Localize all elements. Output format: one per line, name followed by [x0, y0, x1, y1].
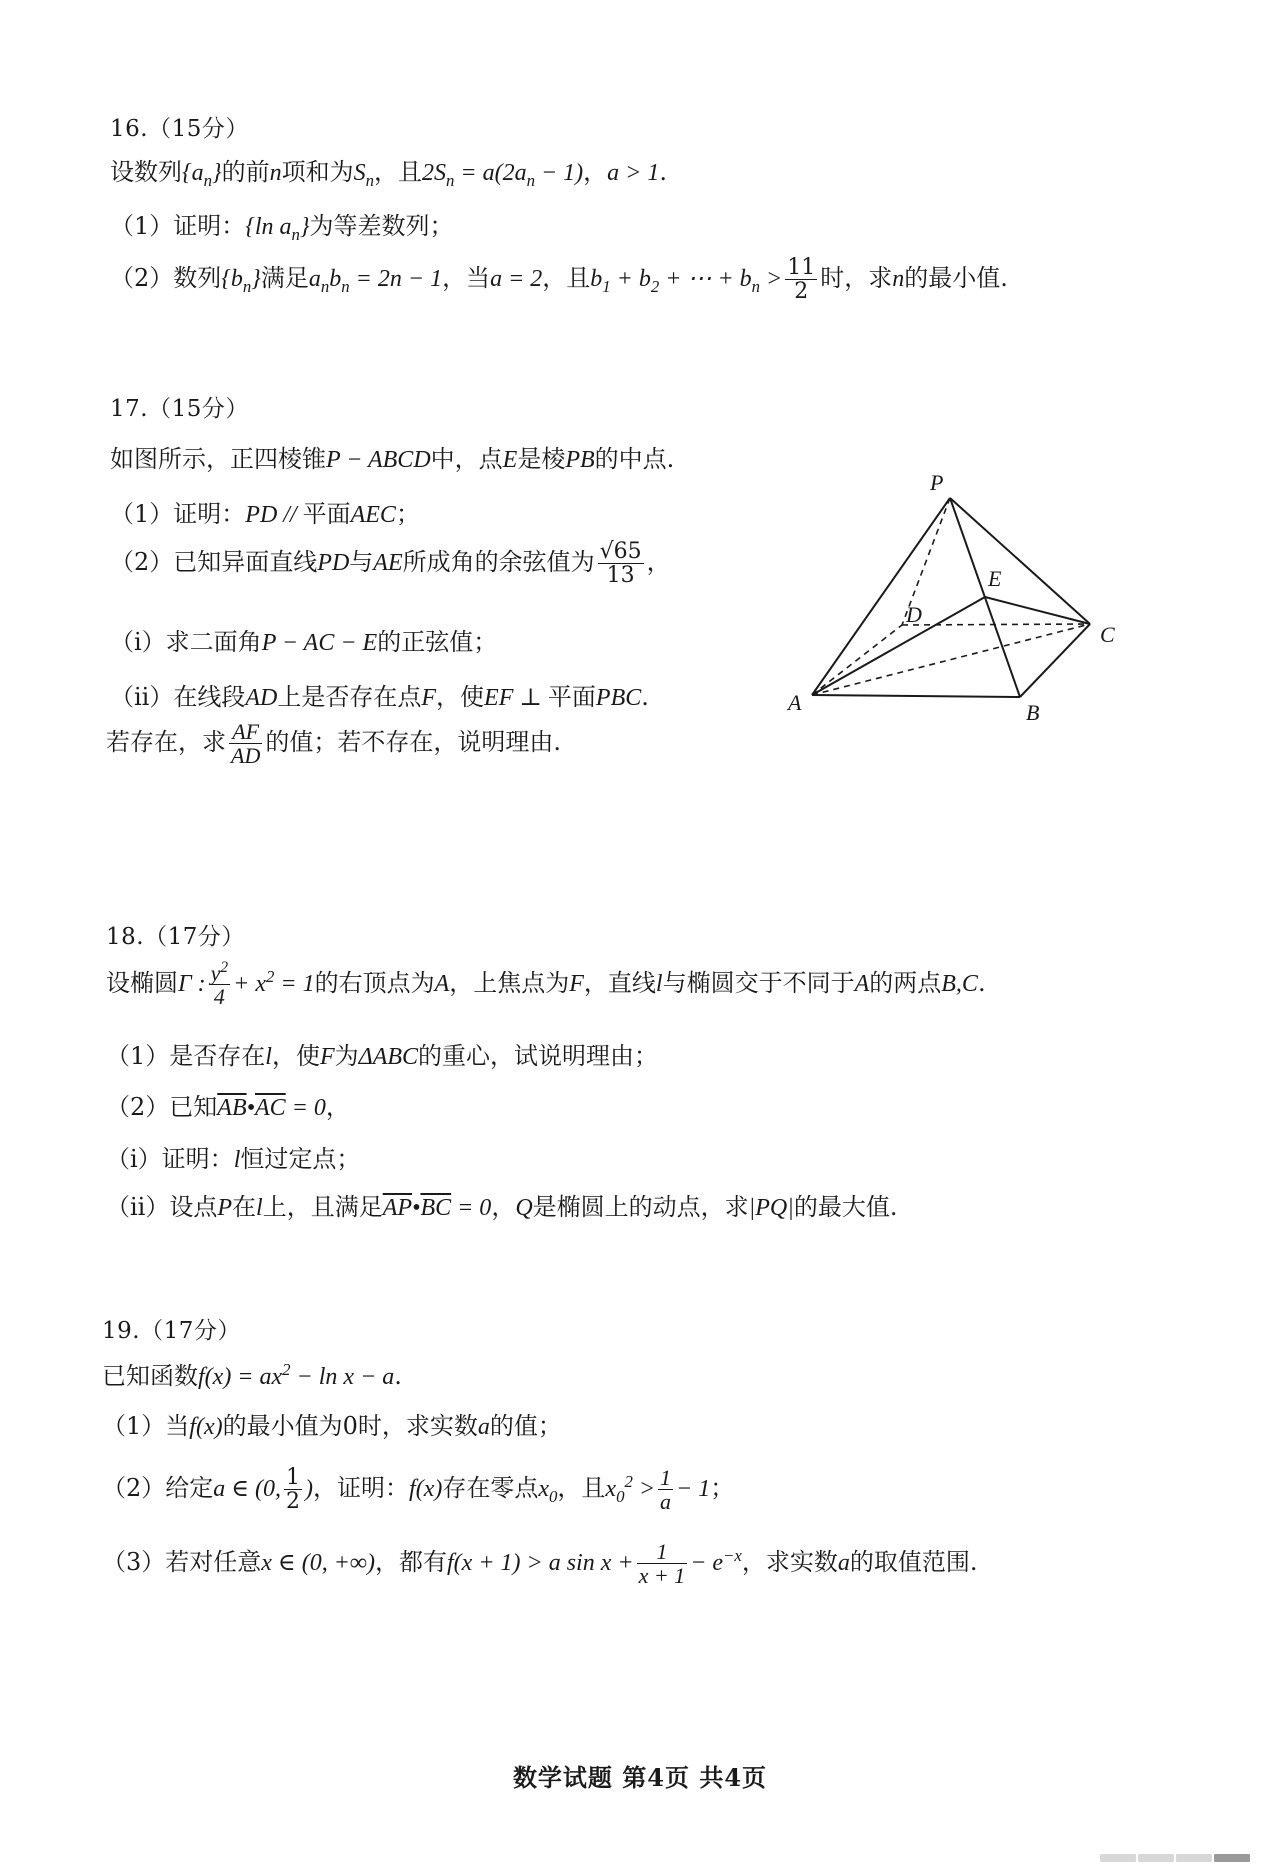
- problem-16-part2: （2）数列$\{b_n\}$满足$a_nb_n = 2n - 1$，当a = 2，且$b_1 + b_2$ + ⋯ + $b_n$ > $\frac{11}{2}$ 时，求n的最小值.: [110, 255, 1008, 305]
- page-scroll-indicator[interactable]: [1100, 1854, 1250, 1862]
- edge-AB: [812, 695, 1020, 697]
- problem-16-header: 16.（15分）: [110, 116, 249, 142]
- edge-BC: [1020, 624, 1090, 697]
- problem-18-header: 18.（17分）: [106, 924, 245, 950]
- pyramid-figure: [780, 470, 1140, 730]
- label-C: C: [1100, 622, 1115, 647]
- problem-18-part2: （2）已知$\overline{AB}•\overline{AC} = 0$，: [106, 1093, 350, 1121]
- problem-19-part3: （3）若对任意x ∈ (0, +∞)，都有f(x + 1) > a sin x + $\frac{1}{x + 1}$ − $e^{-x}$，求实数a的取值范围.: [102, 1539, 978, 1589]
- label-D: D: [906, 602, 922, 627]
- problem-16-part1: （1）证明：{ln $a_n$}为等差数列；: [110, 212, 454, 244]
- edge-AD: [812, 625, 902, 695]
- problem-17-part2ii: （ii）在线段AD上是否存在点F，使EF ⊥ 平面PBC.: [110, 683, 649, 711]
- problem-17-intro: 如图所示，正四棱锥P − ABCD中，点E是棱PB的中点.: [110, 445, 675, 473]
- problem-18-part2i: （i）证明：l恒过定点；: [106, 1145, 361, 1173]
- page-footer: 数学试题 第4页 共4页: [512, 1763, 768, 1792]
- problem-16-intro: 设数列$\{a_n\}$的前n项和为$S_n$，且$2S_n = a(2a_n - 1)$，a > 1.: [110, 158, 667, 190]
- problem-17-header: 17.（15分）: [110, 396, 249, 422]
- problem-18-part2ii: （ii）设点P在l上，且满足$\overline{AP}•\overline{BC} = 0$，Q是椭圆上的动点，求|PQ|的最大值.: [106, 1193, 898, 1221]
- label-P: P: [930, 470, 944, 495]
- problem-19-part2: （2）给定a ∈ (0, $\frac{1}{2}$ )，证明：f(x)存在零点$x_0$，且$x_0^2$ > $\frac{1}{a}$ − 1；: [102, 1465, 735, 1515]
- problem-17-part1: （1）证明：PD // 平面AEC；: [110, 500, 420, 528]
- edge-PA: [812, 498, 950, 695]
- segment-AE: [812, 597, 985, 695]
- label-B: B: [1026, 700, 1040, 725]
- edge-DC: [902, 624, 1090, 625]
- problem-18-intro: 设椭圆Γ : $\frac{y^2}{4}$ + $x^2 = 1$的右顶点为A，上焦点为F，直线l与椭圆交于不同于A的两点B,C.: [106, 959, 986, 1010]
- label-A: A: [788, 690, 802, 715]
- problem-17-part2: （2）已知异面直线PD与AE所成角的余弦值为 $\frac{√65}{13}$ ，: [110, 539, 671, 589]
- problem-19-intro: 已知函数$f(x) = ax^2 - \ln x - a$.: [102, 1360, 402, 1390]
- label-E: E: [988, 566, 1002, 591]
- problem-19-header: 19.（17分）: [102, 1318, 241, 1344]
- problem-19-part1: （1）当f(x)的最小值为0时，求实数a的值；: [102, 1412, 562, 1440]
- problem-18-part1: （1）是否存在l，使F为ΔABC的重心，试说明理由；: [106, 1042, 659, 1070]
- problem-17-part2i: （i）求二面角P − AC − E的正弦值；: [110, 628, 498, 656]
- problem-17-part2ii-cont: 若存在，求 $\frac{AF}{AD}$ 的值；若不存在，说明理由.: [106, 719, 561, 769]
